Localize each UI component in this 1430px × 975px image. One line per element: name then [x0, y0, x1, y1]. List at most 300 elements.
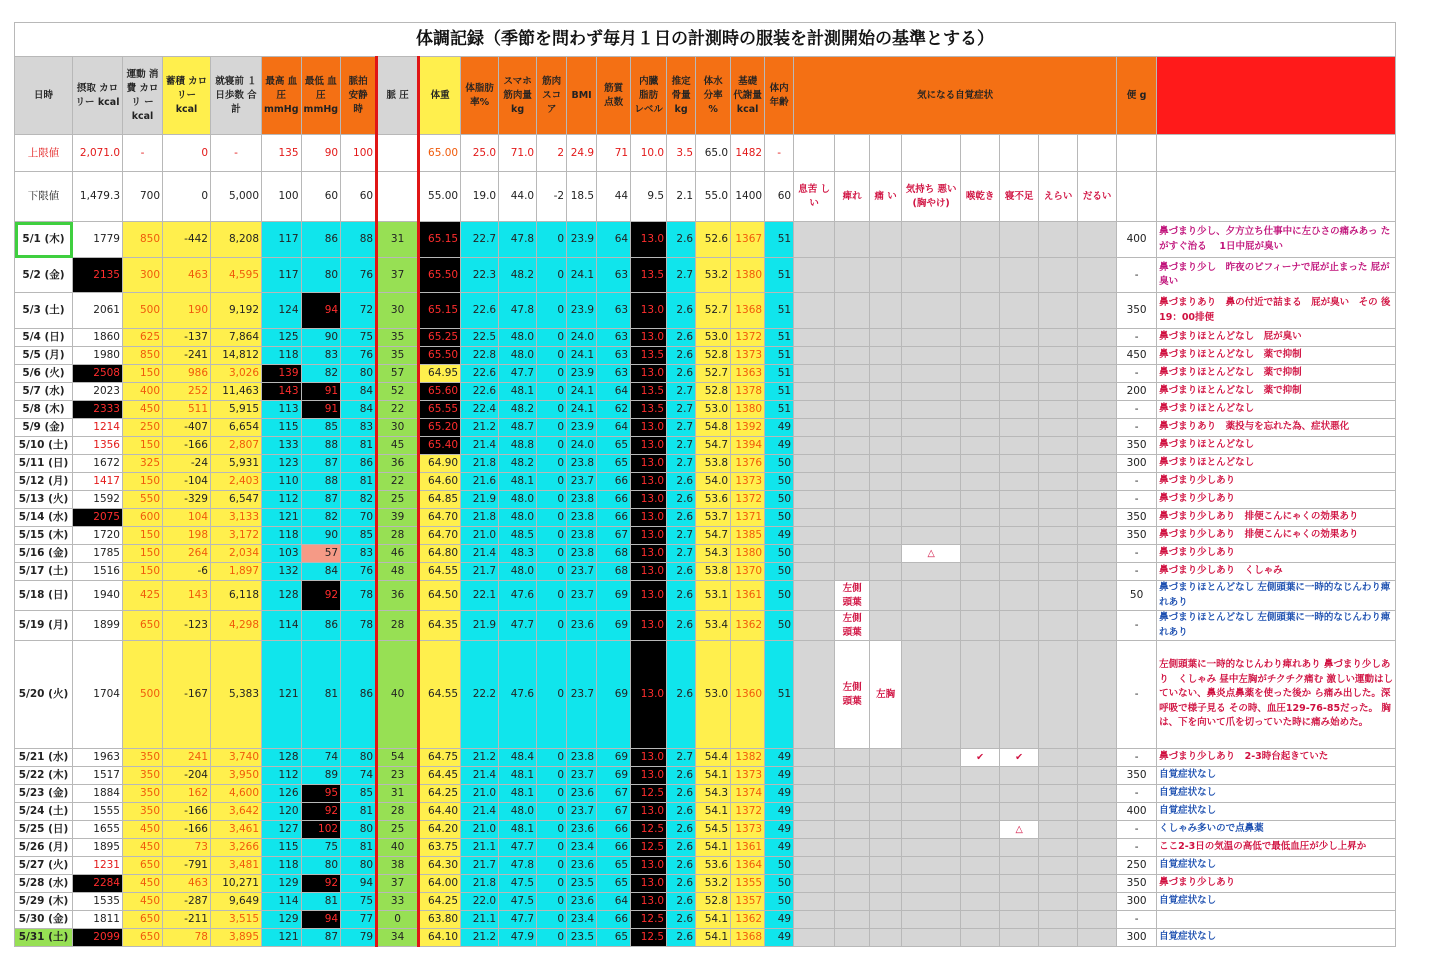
symptom-mark[interactable]: [835, 365, 870, 383]
symptom-mark[interactable]: [1039, 893, 1078, 911]
symptom-mark[interactable]: [835, 857, 870, 875]
cell-bp_low[interactable]: 102: [301, 821, 341, 839]
cell-fat[interactable]: 21.1: [461, 911, 499, 929]
symptom-mark[interactable]: [961, 293, 1000, 329]
cell-body_age[interactable]: 51: [765, 258, 794, 293]
cell-accum[interactable]: 264: [163, 545, 211, 563]
lower-limit-cell[interactable]: 100: [262, 172, 302, 222]
cell-note[interactable]: 鼻づまり少しあり 2-3時台起きていた: [1157, 749, 1396, 767]
cell-bmr[interactable]: 1357: [731, 893, 765, 911]
cell-bp_high[interactable]: 128: [262, 581, 302, 611]
cell-stool[interactable]: -: [1117, 545, 1157, 563]
cell-bone_score[interactable]: 69: [597, 749, 631, 767]
row-date[interactable]: 5/4 (日): [15, 329, 73, 347]
cell-stool[interactable]: 400: [1117, 803, 1157, 821]
symptom-mark[interactable]: [794, 821, 835, 839]
cell-intake[interactable]: 1592: [73, 491, 123, 509]
cell-bmi[interactable]: 23.6: [567, 857, 597, 875]
symptom-mark[interactable]: [835, 509, 870, 527]
cell-steps[interactable]: 2,807: [211, 437, 262, 455]
cell-bone_score[interactable]: 63: [597, 293, 631, 329]
cell-bp_high[interactable]: 121: [262, 929, 302, 947]
lower-limit-cell[interactable]: 44: [597, 172, 631, 222]
cell-muscle[interactable]: 48.3: [499, 545, 537, 563]
cell-bone_score[interactable]: 69: [597, 581, 631, 611]
symptom-mark[interactable]: [1000, 293, 1039, 329]
cell-bmi[interactable]: 23.6: [567, 785, 597, 803]
cell-weight[interactable]: 65.40: [419, 437, 461, 455]
cell-body_age[interactable]: 50: [765, 491, 794, 509]
cell-water[interactable]: 53.2: [696, 258, 731, 293]
cell-exercise[interactable]: 450: [123, 893, 163, 911]
symptom-mark[interactable]: [794, 767, 835, 785]
cell-muscle[interactable]: 48.1: [499, 473, 537, 491]
cell-visceral[interactable]: 13.0: [631, 581, 667, 611]
cell-bp_low[interactable]: 80: [301, 857, 341, 875]
cell-bmr[interactable]: 1372: [731, 491, 765, 509]
cell-fat[interactable]: 21.0: [461, 785, 499, 803]
cell-bmi[interactable]: 23.8: [567, 455, 597, 473]
cell-water[interactable]: 54.1: [696, 767, 731, 785]
cell-bp_high[interactable]: 143: [262, 383, 302, 401]
cell-pulse_rest[interactable]: 81: [341, 473, 377, 491]
symptom-mark[interactable]: [835, 839, 870, 857]
symptom-mark[interactable]: [902, 929, 961, 947]
cell-bmr[interactable]: 1363: [731, 365, 765, 383]
cell-bmi[interactable]: 23.9: [567, 293, 597, 329]
cell-exercise[interactable]: 500: [123, 293, 163, 329]
symptom-mark[interactable]: [794, 222, 835, 258]
cell-pulse_rest[interactable]: 78: [341, 581, 377, 611]
cell-pulse_rest[interactable]: 88: [341, 222, 377, 258]
cell-pulse_pressure[interactable]: 28: [377, 527, 419, 545]
cell-pulse_pressure[interactable]: 35: [377, 329, 419, 347]
symptom-mark[interactable]: [961, 767, 1000, 785]
cell-weight[interactable]: 64.85: [419, 491, 461, 509]
cell-bp_high[interactable]: 117: [262, 258, 302, 293]
cell-weight[interactable]: 65.15: [419, 293, 461, 329]
header-muscle_score[interactable]: 筋肉 スコ ア: [537, 57, 567, 135]
row-date[interactable]: 5/1 (木): [15, 222, 73, 258]
cell-visceral[interactable]: 13.0: [631, 893, 667, 911]
cell-bp_high[interactable]: 115: [262, 419, 302, 437]
cell-weight[interactable]: 65.60: [419, 383, 461, 401]
symptom-mark[interactable]: [1039, 293, 1078, 329]
cell-steps[interactable]: 4,600: [211, 785, 262, 803]
cell-weight[interactable]: 65.15: [419, 222, 461, 258]
cell-steps[interactable]: 8,208: [211, 222, 262, 258]
cell-exercise[interactable]: 150: [123, 545, 163, 563]
symptom-mark[interactable]: [961, 222, 1000, 258]
header-water[interactable]: 体水 分率 %: [696, 57, 731, 135]
row-date[interactable]: 5/11 (日): [15, 455, 73, 473]
cell-body_age[interactable]: 50: [765, 455, 794, 473]
cell-steps[interactable]: 2,403: [211, 473, 262, 491]
symptom-mark[interactable]: [1000, 857, 1039, 875]
symptom-mark[interactable]: [870, 401, 902, 419]
cell-pulse_pressure[interactable]: 28: [377, 611, 419, 641]
cell-body_age[interactable]: 49: [765, 821, 794, 839]
header-bmi[interactable]: BMI: [567, 57, 597, 135]
symptom-mark[interactable]: [1039, 258, 1078, 293]
cell-note[interactable]: 自覚症状なし: [1157, 929, 1396, 947]
cell-fat[interactable]: 22.1: [461, 581, 499, 611]
symptom-mark[interactable]: [1078, 893, 1117, 911]
cell-muscle_score[interactable]: 0: [537, 821, 567, 839]
cell-note[interactable]: 左側頭葉に一時的なじんわり痺れあり 鼻づまり少しあり くしゃみ 昼中左胸がチクチク痛む 激しい運動はしていない、鼻炎点鼻薬を使った後か ら痛み出した。深呼吸で様子見る その時、血圧129-76-85だった。 胸は、下を向いて爪を切っていた時に痛み始めた。: [1157, 641, 1396, 749]
cell-visceral[interactable]: 13.0: [631, 803, 667, 821]
header-fat[interactable]: 体脂肪 率%: [461, 57, 499, 135]
lower-limit-cell[interactable]: 44.0: [499, 172, 537, 222]
cell-bone_score[interactable]: 64: [597, 383, 631, 401]
cell-bmr[interactable]: 1361: [731, 839, 765, 857]
symptom-mark[interactable]: [835, 222, 870, 258]
cell-steps[interactable]: 1,897: [211, 563, 262, 581]
cell-bmr[interactable]: 1370: [731, 563, 765, 581]
cell-muscle_score[interactable]: 0: [537, 383, 567, 401]
cell-muscle[interactable]: 48.1: [499, 767, 537, 785]
cell-pulse_rest[interactable]: 76: [341, 258, 377, 293]
symptom-mark[interactable]: [902, 419, 961, 437]
cell-visceral[interactable]: 12.5: [631, 839, 667, 857]
cell-bmi[interactable]: 23.7: [567, 563, 597, 581]
cell-muscle[interactable]: 48.8: [499, 437, 537, 455]
cell-accum[interactable]: 73: [163, 839, 211, 857]
symptom-mark[interactable]: [1078, 641, 1117, 749]
cell-bmr[interactable]: 1355: [731, 875, 765, 893]
cell-bp_high[interactable]: 139: [262, 365, 302, 383]
cell-water[interactable]: 53.0: [696, 329, 731, 347]
lower-limit-cell[interactable]: 9.5: [631, 172, 667, 222]
symptom-mark[interactable]: [1000, 401, 1039, 419]
cell-bmr[interactable]: 1385: [731, 527, 765, 545]
cell-visceral[interactable]: 13.0: [631, 509, 667, 527]
cell-exercise[interactable]: 150: [123, 527, 163, 545]
cell-bone[interactable]: 2.6: [667, 857, 696, 875]
cell-bp_high[interactable]: 129: [262, 875, 302, 893]
cell-visceral[interactable]: 13.0: [631, 545, 667, 563]
cell-bone[interactable]: 2.6: [667, 293, 696, 329]
cell-bmi[interactable]: 23.9: [567, 419, 597, 437]
cell-accum[interactable]: 463: [163, 875, 211, 893]
header-pulse_pressure[interactable]: 脈 圧: [377, 57, 419, 135]
cell-intake[interactable]: 1655: [73, 821, 123, 839]
symptom-mark[interactable]: [835, 473, 870, 491]
cell-pulse_rest[interactable]: 79: [341, 929, 377, 947]
cell-note[interactable]: 自覚症状なし: [1157, 893, 1396, 911]
symptom-cell[interactable]: [1000, 135, 1039, 172]
lower-limit-cell[interactable]: 60: [301, 172, 341, 222]
cell-note[interactable]: 鼻づまり少し 昨夜のビフィーナで屁が止まった 屁が臭い: [1157, 258, 1396, 293]
cell-muscle_score[interactable]: 0: [537, 749, 567, 767]
cell-bp_high[interactable]: 133: [262, 437, 302, 455]
cell-intake[interactable]: 1417: [73, 473, 123, 491]
row-date[interactable]: 5/19 (月): [15, 611, 73, 641]
cell-note[interactable]: 自覚症状なし: [1157, 857, 1396, 875]
symptom-mark[interactable]: [1039, 437, 1078, 455]
cell-accum[interactable]: -137: [163, 329, 211, 347]
symptom-mark[interactable]: [961, 365, 1000, 383]
cell-bone[interactable]: 2.7: [667, 401, 696, 419]
cell-stool[interactable]: 300: [1117, 455, 1157, 473]
cell-steps[interactable]: 3,461: [211, 821, 262, 839]
symptom-mark[interactable]: [902, 473, 961, 491]
cell-bp_high[interactable]: 132: [262, 563, 302, 581]
cell-pulse_pressure[interactable]: 37: [377, 258, 419, 293]
cell-weight[interactable]: 64.90: [419, 455, 461, 473]
symptom-cell[interactable]: [870, 135, 902, 172]
symptom-mark[interactable]: [794, 911, 835, 929]
cell-accum[interactable]: -167: [163, 641, 211, 749]
symptom-mark[interactable]: [1039, 929, 1078, 947]
symptom-mark[interactable]: [1078, 803, 1117, 821]
cell-bp_high[interactable]: 127: [262, 821, 302, 839]
cell-intake[interactable]: 1785: [73, 545, 123, 563]
cell-note[interactable]: 鼻づまりほとんどなし 屁が臭い: [1157, 329, 1396, 347]
cell-bone[interactable]: 2.6: [667, 581, 696, 611]
cell-steps[interactable]: 14,812: [211, 347, 262, 365]
cell-muscle[interactable]: 47.7: [499, 911, 537, 929]
cell-body_age[interactable]: 50: [765, 581, 794, 611]
symptom-mark[interactable]: [1039, 875, 1078, 893]
cell-bmi[interactable]: 24.1: [567, 347, 597, 365]
cell-intake[interactable]: 1516: [73, 563, 123, 581]
cell-muscle_score[interactable]: 0: [537, 875, 567, 893]
symptom-mark[interactable]: [870, 293, 902, 329]
row-date[interactable]: 5/17 (土): [15, 563, 73, 581]
cell-exercise[interactable]: 150: [123, 473, 163, 491]
cell-bone_score[interactable]: 65: [597, 455, 631, 473]
cell-bmi[interactable]: 24.1: [567, 258, 597, 293]
cell-body_age[interactable]: 51: [765, 293, 794, 329]
cell-accum[interactable]: -123: [163, 611, 211, 641]
symptom-mark[interactable]: [1078, 455, 1117, 473]
symptom-mark[interactable]: [870, 839, 902, 857]
symptom-mark[interactable]: [835, 383, 870, 401]
header-weight[interactable]: 体重: [419, 57, 461, 135]
cell-accum[interactable]: -211: [163, 911, 211, 929]
cell-intake[interactable]: 1811: [73, 911, 123, 929]
cell-fat[interactable]: 21.2: [461, 419, 499, 437]
cell-bmi[interactable]: 23.7: [567, 641, 597, 749]
cell-stool[interactable]: 300: [1117, 893, 1157, 911]
cell-fat[interactable]: 22.6: [461, 383, 499, 401]
symptom-mark[interactable]: [961, 641, 1000, 749]
cell-pulse_pressure[interactable]: 40: [377, 641, 419, 749]
symptom-cell[interactable]: [902, 135, 961, 172]
cell-water[interactable]: 53.1: [696, 581, 731, 611]
cell-accum[interactable]: 241: [163, 749, 211, 767]
symptom-mark[interactable]: [835, 803, 870, 821]
symptom-mark[interactable]: [902, 401, 961, 419]
symptom-mark[interactable]: [961, 581, 1000, 611]
cell-muscle_score[interactable]: 0: [537, 839, 567, 857]
cell-muscle[interactable]: 48.0: [499, 491, 537, 509]
cell-muscle[interactable]: 47.8: [499, 857, 537, 875]
symptom-label-4[interactable]: 喉乾き: [961, 172, 1000, 222]
cell-accum[interactable]: -204: [163, 767, 211, 785]
cell-accum[interactable]: 463: [163, 258, 211, 293]
symptom-mark[interactable]: [835, 401, 870, 419]
cell-water[interactable]: 54.1: [696, 911, 731, 929]
row-date[interactable]: 5/20 (火): [15, 641, 73, 749]
cell-accum[interactable]: 986: [163, 365, 211, 383]
cell-steps[interactable]: 6,654: [211, 419, 262, 437]
cell-bone[interactable]: 2.6: [667, 509, 696, 527]
cell-intake[interactable]: 1884: [73, 785, 123, 803]
symptom-mark[interactable]: [794, 611, 835, 641]
symptom-label-2[interactable]: 痛 い: [870, 172, 902, 222]
cell-bone_score[interactable]: 64: [597, 893, 631, 911]
cell-bmi[interactable]: 24.0: [567, 437, 597, 455]
cell-bone[interactable]: 2.6: [667, 329, 696, 347]
cell-accum[interactable]: 104: [163, 509, 211, 527]
symptom-mark[interactable]: [902, 803, 961, 821]
symptom-mark[interactable]: [1078, 473, 1117, 491]
cell-stool[interactable]: -: [1117, 911, 1157, 929]
symptom-mark[interactable]: [870, 329, 902, 347]
symptom-mark[interactable]: [1039, 911, 1078, 929]
cell-muscle[interactable]: 47.8: [499, 293, 537, 329]
symptom-mark[interactable]: [902, 581, 961, 611]
cell-muscle[interactable]: 47.6: [499, 641, 537, 749]
cell-muscle_score[interactable]: 0: [537, 491, 567, 509]
symptom-mark[interactable]: [1000, 383, 1039, 401]
cell-muscle_score[interactable]: 0: [537, 545, 567, 563]
cell-stool[interactable]: 400: [1117, 222, 1157, 258]
cell-bmi[interactable]: 23.8: [567, 491, 597, 509]
symptom-mark[interactable]: [1078, 611, 1117, 641]
symptom-mark[interactable]: [961, 611, 1000, 641]
cell-pulse_rest[interactable]: 81: [341, 839, 377, 857]
symptom-mark[interactable]: [870, 222, 902, 258]
cell-water[interactable]: 54.4: [696, 749, 731, 767]
symptom-mark[interactable]: 左側 頭葉: [835, 611, 870, 641]
row-date[interactable]: 5/29 (木): [15, 893, 73, 911]
cell-water[interactable]: 54.0: [696, 473, 731, 491]
symptom-mark[interactable]: [870, 857, 902, 875]
upper-limit-cell[interactable]: 71: [597, 135, 631, 172]
lower-limit-cell[interactable]: 0: [163, 172, 211, 222]
lower-limit-cell[interactable]: 55.0: [696, 172, 731, 222]
cell-muscle_score[interactable]: 0: [537, 473, 567, 491]
cell-pulse_pressure[interactable]: 0: [377, 911, 419, 929]
symptom-mark[interactable]: [1078, 875, 1117, 893]
upper-limit-cell[interactable]: 90: [301, 135, 341, 172]
symptom-mark[interactable]: [1078, 749, 1117, 767]
cell-stool[interactable]: 300: [1117, 929, 1157, 947]
row-date[interactable]: 5/26 (月): [15, 839, 73, 857]
cell-bp_high[interactable]: 121: [262, 509, 302, 527]
cell-accum[interactable]: -329: [163, 491, 211, 509]
cell-bp_high[interactable]: 114: [262, 611, 302, 641]
row-date[interactable]: 5/22 (木): [15, 767, 73, 785]
cell-note[interactable]: ここ2-3日の気温の高低で最低血圧が少し上昇か: [1157, 839, 1396, 857]
symptom-mark[interactable]: [961, 419, 1000, 437]
cell-exercise[interactable]: 350: [123, 785, 163, 803]
cell-bp_high[interactable]: 129: [262, 911, 302, 929]
upper-limit-cell[interactable]: [377, 135, 419, 172]
symptom-mark[interactable]: [1039, 455, 1078, 473]
symptom-mark[interactable]: [1000, 365, 1039, 383]
symptom-mark[interactable]: [835, 437, 870, 455]
cell-weight[interactable]: 64.35: [419, 611, 461, 641]
upper-limit-cell[interactable]: -: [765, 135, 794, 172]
symptom-mark[interactable]: [835, 545, 870, 563]
cell-bp_high[interactable]: 120: [262, 803, 302, 821]
cell-bone_score[interactable]: 63: [597, 329, 631, 347]
cell-bp_low[interactable]: 90: [301, 329, 341, 347]
cell-steps[interactable]: 3,172: [211, 527, 262, 545]
row-date[interactable]: 5/7 (水): [15, 383, 73, 401]
cell-bone[interactable]: 2.6: [667, 929, 696, 947]
cell-exercise[interactable]: 650: [123, 611, 163, 641]
cell-muscle_score[interactable]: 0: [537, 365, 567, 383]
cell-note[interactable]: 鼻づまりほとんどなし 薬で抑制: [1157, 365, 1396, 383]
symptom-mark[interactable]: △: [902, 545, 961, 563]
symptom-mark[interactable]: [902, 347, 961, 365]
header-bp_high[interactable]: 最高 血圧 mmHg: [262, 57, 302, 135]
upper-limit-cell[interactable]: -: [123, 135, 163, 172]
symptom-mark[interactable]: [902, 563, 961, 581]
cell-bp_high[interactable]: 121: [262, 641, 302, 749]
symptom-mark[interactable]: [1078, 563, 1117, 581]
symptom-mark[interactable]: [961, 785, 1000, 803]
symptom-mark[interactable]: [835, 491, 870, 509]
cell-pulse_rest[interactable]: 72: [341, 293, 377, 329]
cell-exercise[interactable]: 850: [123, 222, 163, 258]
cell-fat[interactable]: 21.7: [461, 857, 499, 875]
upper-limit-cell[interactable]: 25.0: [461, 135, 499, 172]
row-date[interactable]: 5/12 (月): [15, 473, 73, 491]
lower-limit-cell[interactable]: [377, 172, 419, 222]
cell-visceral[interactable]: 13.0: [631, 329, 667, 347]
cell-bone_score[interactable]: 65: [597, 875, 631, 893]
symptom-mark[interactable]: [794, 473, 835, 491]
lower-limit-cell[interactable]: 60: [765, 172, 794, 222]
cell-bone[interactable]: 2.6: [667, 491, 696, 509]
cell-steps[interactable]: 9,649: [211, 893, 262, 911]
cell-bone_score[interactable]: 64: [597, 419, 631, 437]
cell-intake[interactable]: 1356: [73, 437, 123, 455]
cell-bp_low[interactable]: 87: [301, 491, 341, 509]
symptom-mark[interactable]: ✔: [961, 749, 1000, 767]
cell-bone_score[interactable]: 66: [597, 491, 631, 509]
cell-bone_score[interactable]: 68: [597, 545, 631, 563]
symptom-mark[interactable]: [902, 437, 961, 455]
upper-limit-cell[interactable]: -: [211, 135, 262, 172]
cell-bone_score[interactable]: 65: [597, 437, 631, 455]
cell-body_age[interactable]: 50: [765, 545, 794, 563]
cell-bp_low[interactable]: 88: [301, 473, 341, 491]
symptom-mark[interactable]: [902, 258, 961, 293]
header-steps[interactable]: 就寝前 １日歩数 合計: [211, 57, 262, 135]
cell-fat[interactable]: 22.4: [461, 401, 499, 419]
cell-stool[interactable]: -: [1117, 641, 1157, 749]
upper-limit-cell[interactable]: 24.9: [567, 135, 597, 172]
cell-bp_low[interactable]: 90: [301, 527, 341, 545]
cell-bp_low[interactable]: 87: [301, 455, 341, 473]
symptom-mark[interactable]: [835, 929, 870, 947]
symptom-mark[interactable]: [961, 527, 1000, 545]
cell-bmr[interactable]: 1371: [731, 509, 765, 527]
symptom-mark[interactable]: [961, 347, 1000, 365]
cell-bmr[interactable]: 1382: [731, 749, 765, 767]
row-date[interactable]: 5/21 (水): [15, 749, 73, 767]
cell-accum[interactable]: 162: [163, 785, 211, 803]
cell-bp_high[interactable]: 113: [262, 401, 302, 419]
symptom-mark[interactable]: [1000, 473, 1039, 491]
